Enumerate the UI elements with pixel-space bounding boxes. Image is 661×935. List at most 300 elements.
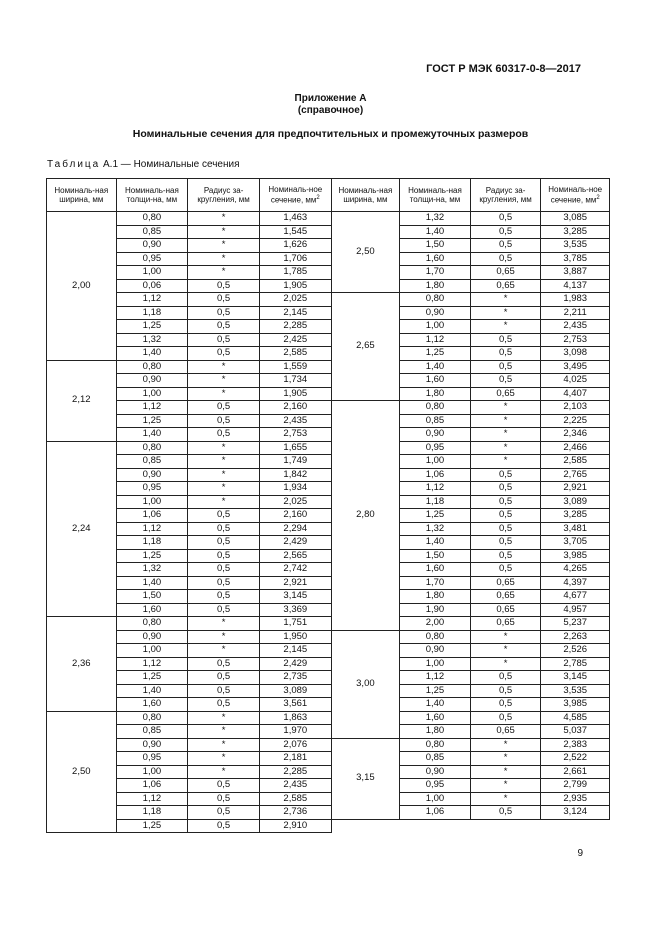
radius-cell: 0,65 <box>470 387 541 401</box>
radius-cell: 0,5 <box>188 536 260 550</box>
header-section-left-text: Номиналь-ное сечение, мм <box>268 185 323 205</box>
radius-cell: 0,5 <box>470 563 541 577</box>
thickness-cell: 1,00 <box>400 455 471 469</box>
section-cell: 3,285 <box>541 225 610 239</box>
radius-cell: * <box>188 725 260 739</box>
section-cell: 2,435 <box>259 414 331 428</box>
thickness-cell: 1,06 <box>400 468 471 482</box>
thickness-cell: 1,00 <box>400 320 471 334</box>
table-row <box>47 441 610 455</box>
annex-status: (справочное) <box>297 105 364 116</box>
section-cell: 2,921 <box>259 576 331 590</box>
thickness-cell: 0,80 <box>116 617 188 631</box>
width-cell: 2,24 <box>47 441 117 617</box>
section-cell: 5,037 <box>541 725 610 739</box>
section-cell: 3,985 <box>541 698 610 712</box>
table-row <box>47 671 610 685</box>
radius-cell: 0,5 <box>470 468 541 482</box>
radius-cell: 0,5 <box>188 293 260 307</box>
section-cell: 3,124 <box>541 806 610 820</box>
section-cell: 2,565 <box>259 549 331 563</box>
radius-cell: 0,5 <box>188 819 260 833</box>
thickness-cell: 1,12 <box>400 333 471 347</box>
width-cell: 2,36 <box>47 617 117 712</box>
table-row <box>47 792 610 806</box>
radius-cell: 0,5 <box>188 509 260 523</box>
radius-cell: 0,5 <box>188 563 260 577</box>
radius-cell: 0,5 <box>470 684 541 698</box>
radius-cell: 0,65 <box>470 279 541 293</box>
thickness-cell: 0,85 <box>400 414 471 428</box>
thickness-cell: 1,80 <box>400 279 471 293</box>
thickness-cell: 1,50 <box>116 590 188 604</box>
thickness-cell: 1,18 <box>116 536 188 550</box>
radius-cell: * <box>188 711 260 725</box>
thickness-cell: 1,00 <box>400 792 471 806</box>
section-caption: Номинальные сечения для предпочтительных и промежуточных размеров <box>132 128 529 140</box>
table-row <box>47 698 610 712</box>
radius-cell: 0,5 <box>188 657 260 671</box>
thickness-cell: 0,90 <box>116 374 188 388</box>
radius-cell: 0,5 <box>188 698 260 712</box>
radius-cell: * <box>470 455 541 469</box>
thickness-cell: 1,60 <box>116 698 188 712</box>
thickness-cell: 1,25 <box>116 320 188 334</box>
section-cell: 2,160 <box>259 401 331 415</box>
radius-cell: 0,65 <box>470 603 541 617</box>
table-row <box>47 576 610 590</box>
thickness-cell: 0,80 <box>400 630 471 644</box>
radius-cell: 0,5 <box>188 347 260 361</box>
table-row <box>47 374 610 388</box>
header-section-left <box>259 179 331 212</box>
table-row <box>47 414 610 428</box>
radius-cell: 0,5 <box>188 576 260 590</box>
table-row <box>47 333 610 347</box>
section-cell: 2,522 <box>541 752 610 766</box>
thickness-cell: 1,25 <box>116 819 188 833</box>
radius-cell: * <box>470 644 541 658</box>
radius-cell: * <box>470 428 541 442</box>
radius-cell: * <box>470 779 541 793</box>
section-cell: 2,799 <box>541 779 610 793</box>
radius-cell: 0,5 <box>470 495 541 509</box>
section-cell: 2,910 <box>259 819 331 833</box>
thickness-cell: 0,90 <box>116 630 188 644</box>
width-cell: 2,50 <box>47 711 117 833</box>
page-number: 9 <box>577 848 583 859</box>
section-cell: 1,785 <box>259 266 331 280</box>
section-cell: 1,749 <box>259 455 331 469</box>
section-cell: 2,025 <box>259 495 331 509</box>
thickness-cell: 1,40 <box>400 536 471 550</box>
radius-cell: 0,5 <box>188 779 260 793</box>
thickness-cell: 1,40 <box>400 698 471 712</box>
radius-cell: * <box>188 252 260 266</box>
radius-cell: 0,5 <box>470 252 541 266</box>
section-cell: 2,285 <box>259 765 331 779</box>
section-cell: 3,705 <box>541 536 610 550</box>
table-row <box>47 549 610 563</box>
radius-cell: 0,5 <box>188 401 260 415</box>
table-row <box>47 387 610 401</box>
width-cell: 2,65 <box>331 293 400 401</box>
thickness-cell: 0,80 <box>116 441 188 455</box>
thickness-cell: 1,00 <box>116 266 188 280</box>
section-cell: 3,481 <box>541 522 610 536</box>
section-cell: 1,751 <box>259 617 331 631</box>
table-row <box>47 563 610 577</box>
table-row <box>47 522 610 536</box>
section-cell: 1,842 <box>259 468 331 482</box>
thickness-cell: 1,06 <box>116 779 188 793</box>
thickness-cell: 1,32 <box>400 522 471 536</box>
thickness-cell: 1,32 <box>116 333 188 347</box>
radius-cell: * <box>470 765 541 779</box>
radius-cell: * <box>470 414 541 428</box>
radius-cell: 0,5 <box>188 549 260 563</box>
section-cell: 1,983 <box>541 293 610 307</box>
table-body <box>47 212 610 833</box>
section-cell: 5,237 <box>541 617 610 631</box>
radius-cell: 0,65 <box>470 617 541 631</box>
radius-cell: * <box>188 482 260 496</box>
table-row <box>47 455 610 469</box>
thickness-cell: 1,12 <box>116 293 188 307</box>
radius-cell: 0,5 <box>188 590 260 604</box>
radius-cell: * <box>470 792 541 806</box>
section-cell: 1,970 <box>259 725 331 739</box>
radius-cell: 0,5 <box>188 684 260 698</box>
section-cell: 4,677 <box>541 590 610 604</box>
table-row <box>47 711 610 725</box>
table-row <box>47 738 610 752</box>
width-cell: 2,50 <box>331 212 400 293</box>
thickness-cell: 1,25 <box>400 684 471 698</box>
thickness-cell: 0,80 <box>116 711 188 725</box>
radius-cell: 0,5 <box>188 320 260 334</box>
thickness-cell: 1,12 <box>116 522 188 536</box>
section-cell: 2,753 <box>541 333 610 347</box>
section-cell: 1,655 <box>259 441 331 455</box>
table-row <box>47 468 610 482</box>
radius-cell: 0,5 <box>470 212 541 226</box>
section-cell: 2,435 <box>541 320 610 334</box>
table-row <box>47 590 610 604</box>
thickness-cell: 1,40 <box>400 225 471 239</box>
section-cell: 2,742 <box>259 563 331 577</box>
table-row <box>47 482 610 496</box>
thickness-cell: 0,90 <box>400 644 471 658</box>
section-cell: 2,145 <box>259 644 331 658</box>
radius-cell: * <box>470 630 541 644</box>
thickness-cell: 0,95 <box>400 441 471 455</box>
width-cell: 3,00 <box>331 630 400 738</box>
thickness-cell: 1,00 <box>116 495 188 509</box>
radius-cell: 0,5 <box>470 549 541 563</box>
table-title <box>47 159 240 170</box>
radius-cell: 0,5 <box>188 306 260 320</box>
section-cell: 3,561 <box>259 698 331 712</box>
thickness-cell: 0,90 <box>400 765 471 779</box>
section-cell: 2,425 <box>259 333 331 347</box>
section-cell: 3,089 <box>541 495 610 509</box>
radius-cell: * <box>188 225 260 239</box>
radius-cell: 0,5 <box>470 482 541 496</box>
section-cell: 3,495 <box>541 360 610 374</box>
header-section-right <box>541 179 610 212</box>
thickness-cell: 0,80 <box>116 212 188 226</box>
radius-cell: * <box>188 617 260 631</box>
thickness-cell: 1,32 <box>116 563 188 577</box>
radius-cell: * <box>188 387 260 401</box>
thickness-cell: 0,85 <box>116 225 188 239</box>
section-cell: 4,265 <box>541 563 610 577</box>
thickness-cell: 0,95 <box>116 482 188 496</box>
thickness-cell: 1,40 <box>116 347 188 361</box>
radius-cell: * <box>188 468 260 482</box>
section-cell: 4,585 <box>541 711 610 725</box>
thickness-cell: 1,40 <box>116 428 188 442</box>
section-cell: 3,285 <box>541 509 610 523</box>
section-cell: 2,181 <box>259 752 331 766</box>
section-cell: 2,145 <box>259 306 331 320</box>
section-cell: 2,736 <box>259 806 331 820</box>
table-row <box>47 279 610 293</box>
table-row <box>47 536 610 550</box>
radius-cell: 0,5 <box>470 806 541 820</box>
table-row <box>47 266 610 280</box>
radius-cell: 0,5 <box>470 509 541 523</box>
table-row <box>47 306 610 320</box>
radius-cell: * <box>188 266 260 280</box>
radius-cell: 0,5 <box>188 428 260 442</box>
radius-cell: 0,5 <box>188 414 260 428</box>
radius-cell: 0,5 <box>188 792 260 806</box>
section-cell: 1,734 <box>259 374 331 388</box>
thickness-cell: 0,80 <box>116 360 188 374</box>
section-cell: 1,463 <box>259 212 331 226</box>
section-cell: 3,887 <box>541 266 610 280</box>
thickness-cell: 1,60 <box>400 252 471 266</box>
thickness-cell: 1,12 <box>116 792 188 806</box>
section-cell: 2,225 <box>541 414 610 428</box>
thickness-cell: 1,60 <box>400 563 471 577</box>
header-thickness-right: Номиналь-ная толщи-на, мм <box>400 179 471 212</box>
table-row <box>47 360 610 374</box>
cross-section-table <box>46 178 610 833</box>
radius-cell: 0,65 <box>470 576 541 590</box>
section-cell: 1,905 <box>259 387 331 401</box>
radius-cell: * <box>188 495 260 509</box>
header-radius-right: Радиус за-кругления, мм <box>470 179 541 212</box>
section-cell: 2,263 <box>541 630 610 644</box>
table-title-rest: А.1 — Номинальные сечения <box>100 159 240 170</box>
section-cell: 3,535 <box>541 684 610 698</box>
thickness-cell: 1,25 <box>400 509 471 523</box>
section-cell: 2,921 <box>541 482 610 496</box>
radius-cell: * <box>188 239 260 253</box>
section-cell: 1,559 <box>259 360 331 374</box>
section-cell: 2,585 <box>259 347 331 361</box>
thickness-cell: 0,80 <box>400 293 471 307</box>
section-cell: 2,076 <box>259 738 331 752</box>
section-cell: 2,585 <box>259 792 331 806</box>
radius-cell: 0,5 <box>470 698 541 712</box>
thickness-cell: 1,00 <box>400 657 471 671</box>
table-row <box>47 617 610 631</box>
thickness-cell: 1,12 <box>400 482 471 496</box>
radius-cell: * <box>470 401 541 415</box>
document-standard-number: ГОСТ Р МЭК 60317-0-8—2017 <box>426 63 581 75</box>
section-cell: 3,369 <box>259 603 331 617</box>
radius-cell: 0,65 <box>470 725 541 739</box>
radius-cell: 0,5 <box>470 522 541 536</box>
radius-cell: 0,5 <box>470 239 541 253</box>
thickness-cell: 1,40 <box>116 576 188 590</box>
section-cell: 2,785 <box>541 657 610 671</box>
table-row <box>47 401 610 415</box>
thickness-cell: 1,18 <box>400 495 471 509</box>
section-cell: 3,085 <box>541 212 610 226</box>
thickness-cell: 1,80 <box>400 387 471 401</box>
section-cell: 2,346 <box>541 428 610 442</box>
table-row <box>47 765 610 779</box>
thickness-cell: 1,32 <box>400 212 471 226</box>
table-row <box>47 603 610 617</box>
section-cell: 1,950 <box>259 630 331 644</box>
section-cell: 3,785 <box>541 252 610 266</box>
thickness-cell: 1,70 <box>400 576 471 590</box>
radius-cell: * <box>188 752 260 766</box>
thickness-cell: 1,80 <box>400 725 471 739</box>
thickness-cell: 0,90 <box>116 738 188 752</box>
width-cell: 2,80 <box>331 401 400 631</box>
thickness-cell: 0,85 <box>400 752 471 766</box>
table-row <box>47 239 610 253</box>
thickness-cell: 1,50 <box>400 549 471 563</box>
radius-cell: * <box>188 455 260 469</box>
thickness-cell: 1,70 <box>400 266 471 280</box>
table-row <box>47 252 610 266</box>
section-cell: 3,145 <box>259 590 331 604</box>
header-section-right-sup: 2 <box>596 195 600 202</box>
table-row <box>47 819 610 833</box>
radius-cell: 0,5 <box>470 536 541 550</box>
radius-cell: * <box>470 320 541 334</box>
section-cell: 4,025 <box>541 374 610 388</box>
table-row <box>47 495 610 509</box>
table-row <box>47 684 610 698</box>
radius-cell: * <box>470 306 541 320</box>
section-cell: 2,585 <box>541 455 610 469</box>
section-cell: 1,706 <box>259 252 331 266</box>
table-row <box>47 509 610 523</box>
thickness-cell: 1,12 <box>400 671 471 685</box>
section-cell: 3,535 <box>541 239 610 253</box>
header-thickness-left: Номиналь-ная толщи-на, мм <box>116 179 188 212</box>
thickness-cell: 1,06 <box>116 509 188 523</box>
thickness-cell: 0,85 <box>116 725 188 739</box>
radius-cell: 0,5 <box>188 333 260 347</box>
radius-cell: 0,5 <box>470 360 541 374</box>
section-cell: 3,985 <box>541 549 610 563</box>
section-cell: 4,407 <box>541 387 610 401</box>
thickness-cell: 1,60 <box>400 374 471 388</box>
section-cell: 3,098 <box>541 347 610 361</box>
radius-cell: 0,5 <box>470 347 541 361</box>
radius-cell: 0,65 <box>470 590 541 604</box>
section-cell: 2,160 <box>259 509 331 523</box>
section-cell: 2,103 <box>541 401 610 415</box>
table-row <box>47 806 610 820</box>
header-section-right-text: Номиналь-ное сечение, мм <box>548 185 603 205</box>
section-cell: 2,735 <box>259 671 331 685</box>
width-cell: 2,12 <box>47 360 117 441</box>
thickness-cell: 0,90 <box>116 468 188 482</box>
radius-cell: 0,5 <box>188 279 260 293</box>
thickness-cell: 0,95 <box>116 252 188 266</box>
thickness-cell: 1,00 <box>116 765 188 779</box>
thickness-cell: 1,12 <box>116 401 188 415</box>
section-cell: 2,294 <box>259 522 331 536</box>
header-section-left-sup: 2 <box>316 195 320 202</box>
radius-cell: * <box>470 752 541 766</box>
thickness-cell: 1,12 <box>116 657 188 671</box>
table-row <box>47 657 610 671</box>
header-width-right: Номиналь-ная ширина, мм <box>331 179 400 212</box>
section-cell: 1,545 <box>259 225 331 239</box>
section-cell: 4,137 <box>541 279 610 293</box>
thickness-cell: 1,25 <box>116 414 188 428</box>
thickness-cell: 1,40 <box>400 360 471 374</box>
radius-cell: * <box>470 738 541 752</box>
section-cell: 1,905 <box>259 279 331 293</box>
section-cell: 1,626 <box>259 239 331 253</box>
thickness-cell: 1,50 <box>400 239 471 253</box>
section-cell: 1,934 <box>259 482 331 496</box>
section-cell: 2,661 <box>541 765 610 779</box>
section-cell: 3,145 <box>541 671 610 685</box>
radius-cell: * <box>188 765 260 779</box>
radius-cell: * <box>470 441 541 455</box>
width-cell: 2,00 <box>47 212 117 361</box>
radius-cell: * <box>188 360 260 374</box>
table-row <box>47 779 610 793</box>
table-row <box>47 212 610 226</box>
section-cell: 2,435 <box>259 779 331 793</box>
table-row <box>47 347 610 361</box>
thickness-cell: 0,85 <box>116 455 188 469</box>
table-row <box>47 752 610 766</box>
thickness-cell: 2,00 <box>400 617 471 631</box>
section-cell: 2,383 <box>541 738 610 752</box>
thickness-cell: 0,90 <box>116 239 188 253</box>
section-cell: 4,957 <box>541 603 610 617</box>
radius-cell: * <box>470 657 541 671</box>
thickness-cell: 1,18 <box>116 306 188 320</box>
thickness-cell: 1,25 <box>116 671 188 685</box>
section-cell: 2,285 <box>259 320 331 334</box>
table-title-prefix: Таблица <box>47 159 101 170</box>
thickness-cell: 1,06 <box>400 806 471 820</box>
radius-cell: 0,5 <box>470 671 541 685</box>
radius-cell: * <box>188 374 260 388</box>
radius-cell: * <box>188 630 260 644</box>
table-header-row <box>47 179 610 212</box>
radius-cell: * <box>188 441 260 455</box>
thickness-cell: 1,25 <box>116 549 188 563</box>
